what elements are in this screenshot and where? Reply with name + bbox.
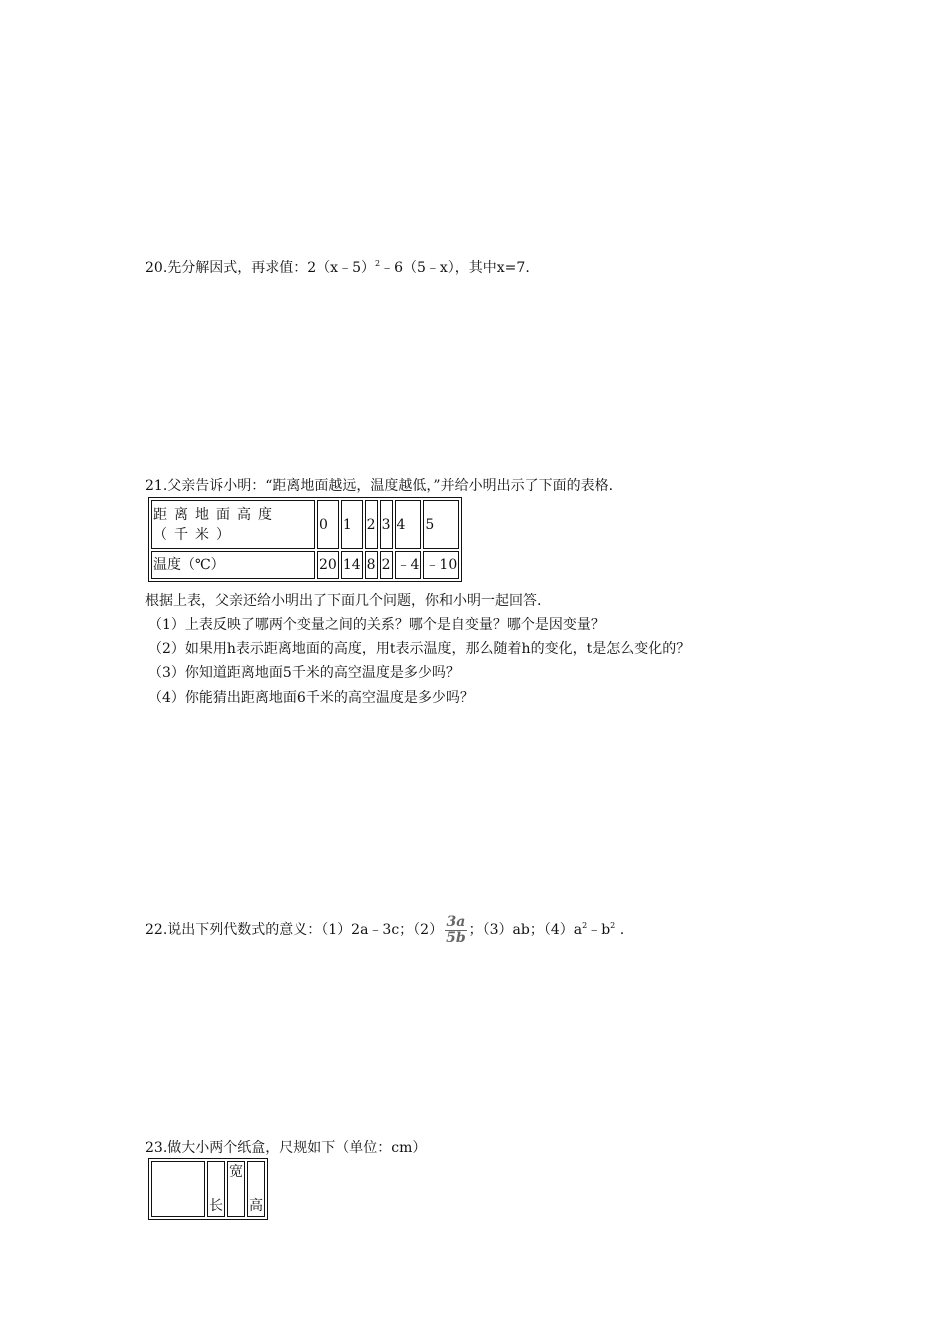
question-21-part-3: （3）你知道距离地面5千米的高空温度是多少吗？ [148,665,460,681]
table-row-label [151,500,315,549]
question-21-intro: 21.父亲告诉小明：“距离地面越远，温度越低，”并给小明出示了下面的表格. [145,478,614,494]
table-cell: 5 [423,500,459,549]
table-cell: ﹣4 [395,551,422,579]
question-21-part-1: （1）上表反映了哪两个变量之间的关系？哪个是自变量？哪个是因变量？ [148,617,605,633]
q20-text-rest: ﹣6（5﹣x），其中x=7. [380,260,530,276]
question-21-followup: 根据上表，父亲还给小明出了下面几个问题，你和小明一起回答. [145,593,542,609]
q22-text-mid: ；（3）ab；（4）a [468,922,583,938]
q20-text: 20.先分解因式，再求值：2（x﹣5） [145,260,375,276]
q20-exponent: 2 [374,259,381,268]
table-cell: 14 [341,551,363,579]
table-cell: 2 [380,551,393,579]
q22-text: 22.说出下列代数式的意义：（1）2a﹣3c；（2） [145,922,444,938]
q22-exponent-2: 2 [610,921,616,930]
question-20 [145,254,530,278]
table-cell: 4 [395,500,422,549]
table-cell: ﹣10 [423,551,459,579]
table-cell: 20 [317,551,339,579]
fraction-denominator: 5b [446,929,466,946]
box-dimension-table [148,1158,268,1220]
table-header-blank [151,1161,205,1217]
table-header-width: 宽 [227,1161,245,1217]
table-cell: 3 [380,500,393,549]
q22-text-end: . [615,922,625,938]
question-23-intro: 23.做大小两个纸盒，尺规如下（单位：cm） [145,1140,427,1156]
question-21-part-4: （4）你能猜出距离地面6千米的高空温度是多少吗？ [148,690,474,706]
table-cell: 2 [365,500,378,549]
question-21-part-2: （2）如果用h表示距离地面的高度，用t表示温度，那么随着h的变化，t是怎么变化的？ [148,641,691,657]
table-header-length: 长 [207,1161,225,1217]
altitude-temperature-table [148,497,462,582]
table-cell: 1 [341,500,363,549]
table-cell: 0 [317,500,339,549]
table-row-label: 温度（℃） [151,551,315,579]
q22-exponent-1: 2 [582,921,588,930]
table-cell: 8 [365,551,378,579]
fraction-numerator: 3a [446,913,466,930]
height-label: 距离地面高度（千米） [153,506,279,543]
table-row [151,1161,265,1217]
table-header-height: 高 [247,1161,265,1217]
fraction [445,915,467,946]
table-row [151,500,459,549]
question-22 [145,910,624,946]
table-row [151,551,459,579]
q22-text-minus: ﹣b [587,922,611,938]
